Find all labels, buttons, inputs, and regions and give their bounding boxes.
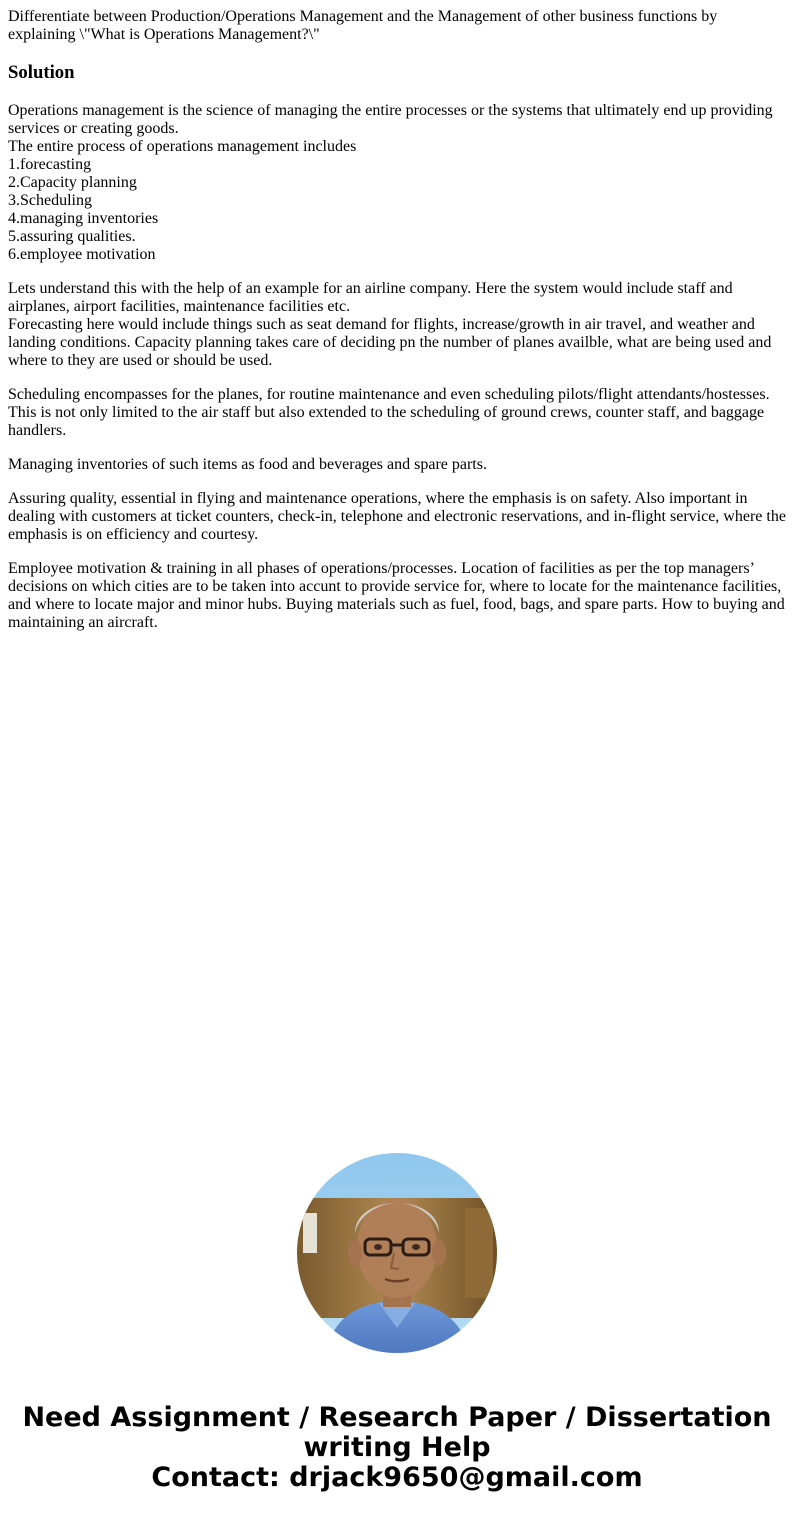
intro-line: The entire process of operations management includes xyxy=(8,138,357,155)
intro-line: Operations management is the science of managing the entire processes or the systems that ultimately end up providing services or creating goods. xyxy=(8,102,773,137)
inventories-paragraph: Managing inventories of such items as food and beverages and spare parts. xyxy=(8,456,487,473)
promo-line: writing Help xyxy=(303,1432,491,1463)
process-list-item: 4.managing inventories xyxy=(8,210,159,227)
process-list-item: 2.Capacity planning xyxy=(8,174,137,191)
document-body xyxy=(8,8,788,648)
quality-paragraph: Assuring quality, essential in flying and maintenance operations, where the emphasis is on safety. Also important in dealing with customers at ticket counters, check-in, telephone and electronic reservations, and in-flight service, where the emphasis is on efficiency and courtesy. xyxy=(8,490,786,543)
process-list-item: 3.Scheduling xyxy=(8,192,92,209)
promo-contact: Contact: drjack9650@gmail.com xyxy=(151,1462,643,1493)
intro-paragraph xyxy=(8,102,788,264)
process-list-item: 1.forecasting xyxy=(8,156,92,173)
process-list-item: 5.assuring qualities. xyxy=(8,228,136,245)
scheduling-paragraph: Scheduling encompasses for the planes, for routine maintenance and even scheduling pilots/flight attendants/hostesses. This is not only limited to the air staff but also extended to the scheduling of ground crews, counter staff, and baggage handlers. xyxy=(8,386,770,439)
avatar xyxy=(297,1153,497,1353)
process-list-item: 6.employee motivation xyxy=(8,246,156,263)
promo-banner xyxy=(0,1403,794,1493)
portrait-image xyxy=(297,1153,497,1353)
example-line: Forecasting here would include things such as seat demand for flights, increase/growth in air travel, and weather and landing conditions. Capacity planning takes care of deciding pn the number of planes availble, what are being used and where to they are used or should be used. xyxy=(8,316,772,369)
promo-line: Need Assignment / Research Paper / Dissertation xyxy=(22,1402,772,1433)
question-text: Differentiate between Production/Operations Management and the Management of other business functions by explaining \"What is Operations Management?\" xyxy=(8,8,718,43)
motivation-paragraph: Employee motivation & training in all phases of operations/processes. Location of facilities as per the top managers’ decisions on which cities are to be taken into accunt to provide service for, where to locate for the maintenance facilities, and where to locate major and minor hubs. Buying materials such as fuel, food, bags, and spare parts. How to buying and maintaining an aircraft. xyxy=(8,560,785,631)
example-paragraph xyxy=(8,280,788,370)
example-line: Lets understand this with the help of an example for an airline company. Here the system would include staff and airplanes, airport facilities, maintenance facilities etc. xyxy=(8,280,733,315)
solution-heading: Solution xyxy=(8,62,75,83)
